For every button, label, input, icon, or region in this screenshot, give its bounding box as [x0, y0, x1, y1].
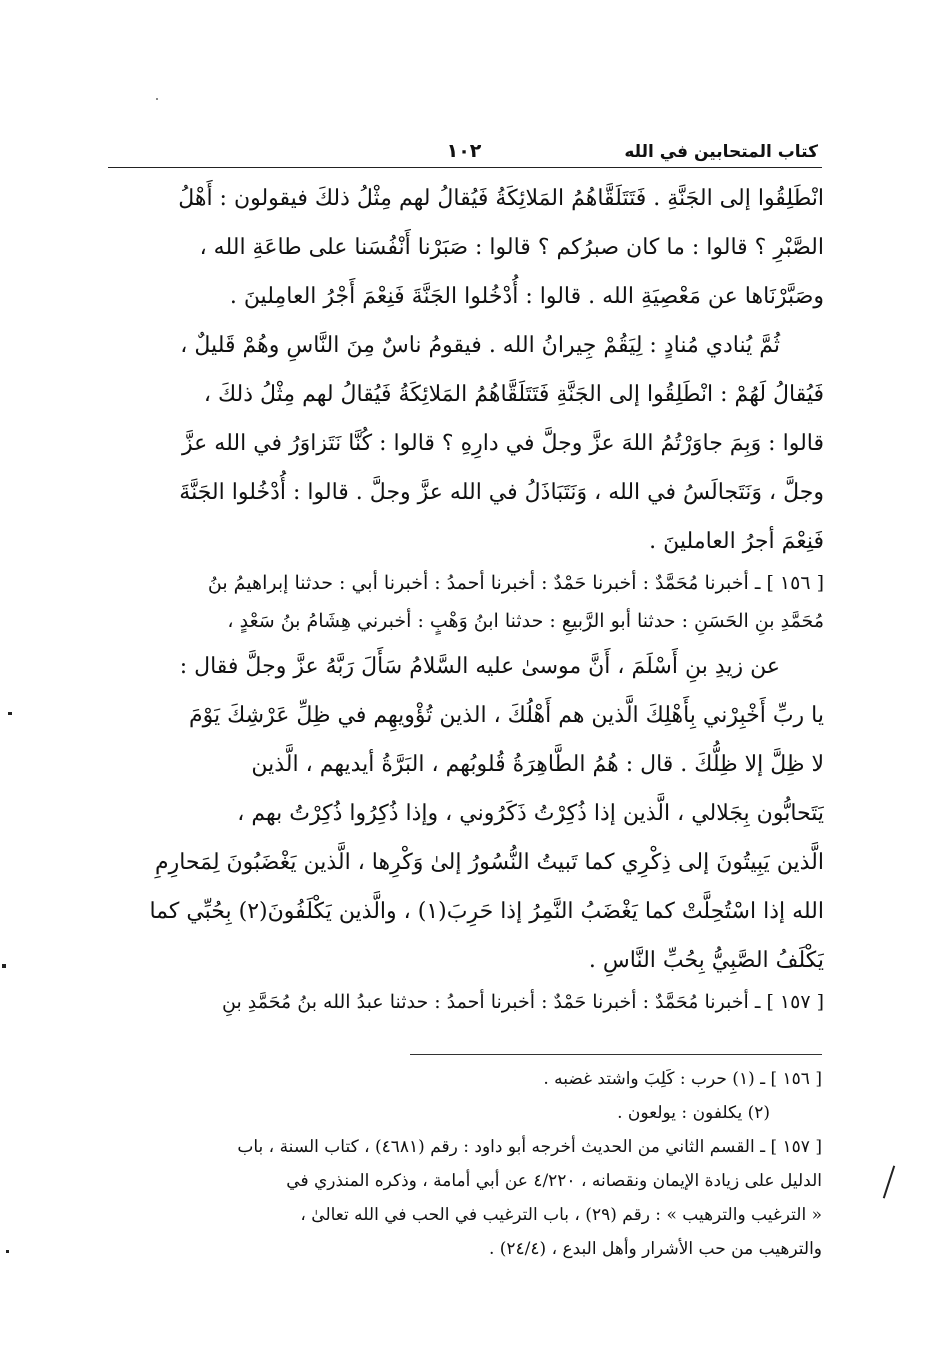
- running-title: كتاب المتحابين في الله: [624, 142, 818, 162]
- footnote-rule: [410, 1054, 822, 1055]
- text-line: الَّذين يَبِيتُونَ إلى ذِكْرِي كما تَبيتُ النُّسُورُ إلىٰ وَكْرِها ، الَّذين يَغْضَبُونَ لِمَحارِمِ: [154, 850, 824, 875]
- header-rule: [108, 167, 822, 168]
- text-line: الصَّبْرِ ؟ قالوا : ما كان صبرُكم ؟ قالوا : صَبَرْنا أَنْفُسَنا على طاعَةِ الله ،: [199, 235, 824, 260]
- text-line: وصَبَّرْنَاها عن مَعْصِيَةِ الله . قالوا : أُدْخُلوا الجَنَّةَ فَنِعْمَ أَجْرُ العامِلينَ .: [229, 284, 824, 309]
- scan-speck: [2, 964, 6, 968]
- footnote-line: والترهيب من حب الأشرار وأهل البدع ، (٢٤/٤) .: [488, 1239, 822, 1259]
- isnad-line: مُحَمَّدِ بنِ الحَسَنِ : حدثنا أبو الرَّبيعِ : حدثنا ابنُ وَهْبٍ : أخبرني هِشَامُ بنُ سَعْدٍ ،: [227, 610, 824, 632]
- text-line: فَيُقالُ لَهُمْ : انْطَلِقُوا إلى الجَنَّةِ فَتَتَلَقَّاهُمُ المَلائِكَةُ فَيُقالُ لهم مِثْلُ ذلكَ ،: [203, 382, 824, 407]
- footnote-line: الدليل على زيادة الإيمان ونقصانه ، ٤/٢٢٠ عن أبي أمامة ، وذكره المنذري في: [286, 1171, 822, 1191]
- text-line: الله إذا اسْتُحِلَّتْ كما يَغْضَبُ النَّمِرُ إذا حَرِبَ(١) ، والَّذين يَكْلَفُونَ(٢) بِحُبِّي كما: [149, 899, 824, 924]
- scan-speck: [156, 98, 158, 100]
- text-line: يَكْلَفُ الصَّبِيُّ بِحُبِّ النَّاسِ .: [588, 948, 824, 973]
- footnote-line: [ ١٥٦ ] ـ (١) حرب : كَلِبَ واشتد غضبه .: [543, 1069, 822, 1089]
- footnote-line: (٢) يكلفون : يولعون .: [617, 1103, 770, 1123]
- text-line: انْطَلِقُوا إلى الجَنَّةِ . فَتَتَلَقَّاهُمُ المَلائِكَةُ فَيُقالُ لهم مِثْلُ ذلكَ فيقولون : أَهْلُ: [178, 186, 824, 211]
- text-line: يَتَحابُّون بِجَلالي ، الَّذين إذا ذُكِرْتُ ذَكَرُوني ، وإذا ذُكِرُوا ذُكِرْتُ بهم ،: [237, 801, 824, 826]
- scan-speck: [8, 712, 12, 715]
- page-header: [110, 138, 818, 166]
- isnad-line: [ ١٥٧ ] ـ أخبرنا مُحَمَّدٌ : أخبرنا حَمْدٌ : أخبرنا أحمدُ : حدثنا عبدُ الله بنُ مُحَمَّدِ بنِ: [222, 991, 824, 1013]
- text-line: فَنِعْمَ أجرُ العاملينَ .: [649, 529, 824, 554]
- page-number: ١٠٢: [446, 140, 482, 162]
- main-text: [96, 174, 824, 1019]
- text-line: وجلَّ ، وَنَتَجالَسُ في الله ، وَنَتَبَاذَلُ في الله عزَّ وجلَّ . قالوا : أُدْخُلوا الجَنَّةَ: [179, 480, 824, 505]
- text-line: عن زيدِ بنِ أَسْلَمَ ، أَنَّ موسىٰ عليه السَّلامُ سَأَلَ رَبَّهُ عزَّ وجلَّ فقال :: [179, 654, 780, 679]
- footnotes: [96, 1062, 822, 1266]
- footnote-line: [ ١٥٧ ] ـ القسم الثاني من الحديث أخرجه أبو داود : رقم (٤٦٨١) ، كتاب السنة ، باب: [237, 1137, 822, 1157]
- text-line: لا ظِلَّ إلا ظِلُّكَ . قال : هُمُ الطَّاهِرَةُ قُلوبُهم ، البَرَّةُ أيديهم ، الَّذين: [251, 752, 824, 777]
- text-line: يا ربِّ أَخْبِرْني بِأَهْلِكَ الَّذين هم أَهْلُكَ ، الذين تُؤْويهِم في ظِلِّ عَرْشِكَ يَوْمَ: [188, 703, 824, 728]
- text-line: ثُمَّ يُنادي مُنادٍ : لِيَقُمْ جِيرانُ الله . فيقومُ ناسٌ مِنَ النَّاسِ وهُمْ قَليلٌ ،: [180, 333, 780, 358]
- footnote-line: « الترغيب والترهيب » : رقم (٢٩) ، باب الترغيب في الحب في الله تعالىٰ ،: [300, 1205, 822, 1225]
- scan-speck: [6, 1250, 9, 1253]
- isnad-line: [ ١٥٦ ] ـ أخبرنا مُحَمَّدٌ : أخبرنا حَمْدٌ : أخبرنا أحمدُ : أخبرنا أبي : حدثنا إبراهيمُ بنُ: [207, 572, 824, 594]
- scan-speck: [883, 1166, 895, 1199]
- text-line: قالوا : وَبِمَ جاوَرْتُمُ اللهَ عزَّ وجلَّ في دارِهِ ؟ قالوا : كُنَّا نَتَزاوَرُ في الله عزَّ: [182, 431, 824, 456]
